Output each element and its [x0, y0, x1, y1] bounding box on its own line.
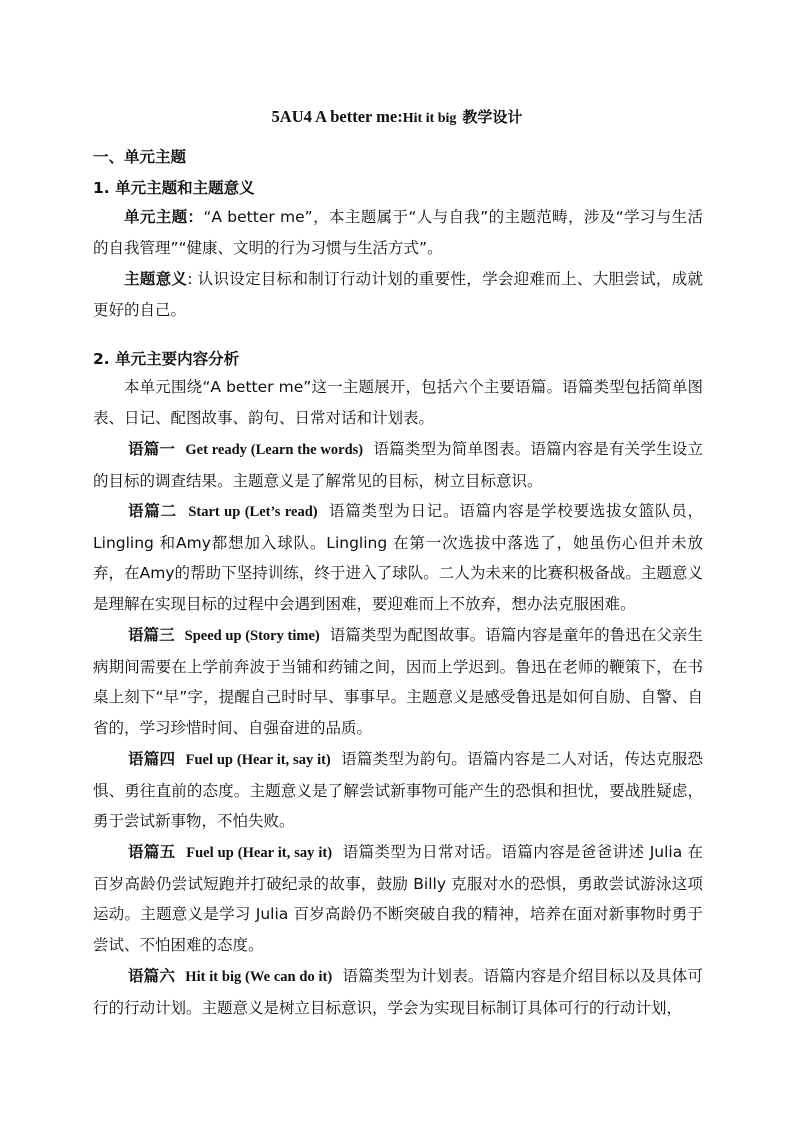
paragraph-unit-theme	[93, 202, 703, 263]
paragraph-text-6	[93, 961, 703, 1023]
paragraph-text-3	[93, 620, 703, 743]
label-text-5: 语篇五	[128, 843, 176, 861]
label-text-4: 语篇四	[128, 750, 176, 768]
title-text-5: Fuel up (Hear it, say it)	[186, 845, 333, 861]
title-text-2: Start up (Let’s read)	[188, 504, 318, 520]
title-text-1: Get ready (Learn the words)	[185, 442, 364, 458]
body-text-6: 语篇类型为计划表。语篇内容是介绍目标以及具体可行的行动计划。主题意义是树立目标意识，学会为实现目标制订具体可行的行动计划，	[93, 967, 703, 1017]
label-text-2: 语篇二	[128, 502, 177, 520]
title-text-3: Speed up (Story time)	[184, 628, 320, 644]
document-title	[0, 106, 794, 127]
paragraph-text-1	[93, 434, 703, 496]
subheading-theme-and-meaning: 1. 单元主题和主题意义	[93, 179, 255, 197]
text-unit-theme: “A better me”，本主题属于“人与自我”的主题范畴，涉及“学习与生活的自我管理”“健康、文明的行为习惯与生活方式”。	[93, 208, 703, 257]
body-text-5: 语篇类型为日常对话。语篇内容是爸爸讲述 Julia 在百岁高龄仍尝试短跑并打破纪录的故事，鼓励 Billy 克服对水的恐惧，勇敢尝试游泳这项运动。主题意义是学习 Julia 百岁高龄仍不断突破自我的精神，培养在面对新事物时勇于尝试、不怕困难的态度。	[93, 843, 703, 954]
label-text-3: 语篇三	[128, 626, 175, 644]
title-english: 5AU4 A better me:	[271, 107, 403, 126]
label-theme-meaning: 主题意义	[124, 270, 188, 288]
label-unit-theme: 单元主题：	[124, 208, 204, 226]
title-text-6: Hit it big (We can do it)	[185, 969, 333, 985]
paragraph-text-5	[93, 837, 703, 960]
body-text-2: 语篇类型为日记。语篇内容是学校要选拔女篮队员，Lingling 和Amy都想加入球队。Lingling 在第一次选拔中落选了，她虽伤心但并未放弃，在Amy的帮助下坚持训练，终于进入了球队。二人为未来的比赛积极备战。主题意义是理解在实现目标的过程中会遇到困难，要迎难而上不放弃，想办法克服困难。	[93, 502, 703, 613]
subheading-content-analysis: 2. 单元主要内容分析	[93, 350, 240, 368]
text-theme-meaning: : 认识设定目标和制订行动计划的重要性，学会迎难而上、大胆尝试，成就更好的自己。	[93, 270, 703, 319]
paragraph-intro: 本单元围绕“A better me”这一主题展开，包括六个主要语篇。语篇类型包括简单图表、日记、配图故事、韵句、日常对话和计划表。	[93, 378, 703, 427]
paragraph-theme-meaning	[93, 264, 703, 325]
title-chinese: 教学设计	[462, 108, 523, 126]
title-english-sub: Hit it big	[402, 111, 457, 126]
label-text-1: 语篇一	[128, 440, 176, 458]
paragraph-text-4	[93, 744, 703, 837]
paragraph-text-2	[93, 496, 703, 619]
body-text-3: 语篇类型为配图故事。语篇内容是童年的鲁迅在父亲生病期间需要在上学前奔波于当铺和药铺之间，因而上学迟到。鲁迅在老师的鞭策下，在书桌上刻下“早”字，提醒自己时时早、事事早。主题意义是感受鲁迅是如何自励、自警、自省的，学习珍惜时间、自强奋进的品质。	[93, 626, 703, 737]
label-text-6: 语篇六	[128, 967, 176, 985]
body-text-1: 语篇类型为简单图表。语篇内容是有关学生设立的目标的调查结果。主题意义是了解常见的目标，树立目标意识。	[93, 440, 703, 490]
title-text-4: Fuel up (Hear it, say it)	[185, 752, 331, 768]
body-text-4: 语篇类型为韵句。语篇内容是二人对话，传达克服恐惧、勇往直前的态度。主题意义是了解尝试新事物可能产生的恐惧和担忧，要战胜疑虑，勇于尝试新事物，不怕失败。	[93, 750, 704, 831]
section-heading-unit-theme: 一、单元主题	[93, 148, 187, 166]
